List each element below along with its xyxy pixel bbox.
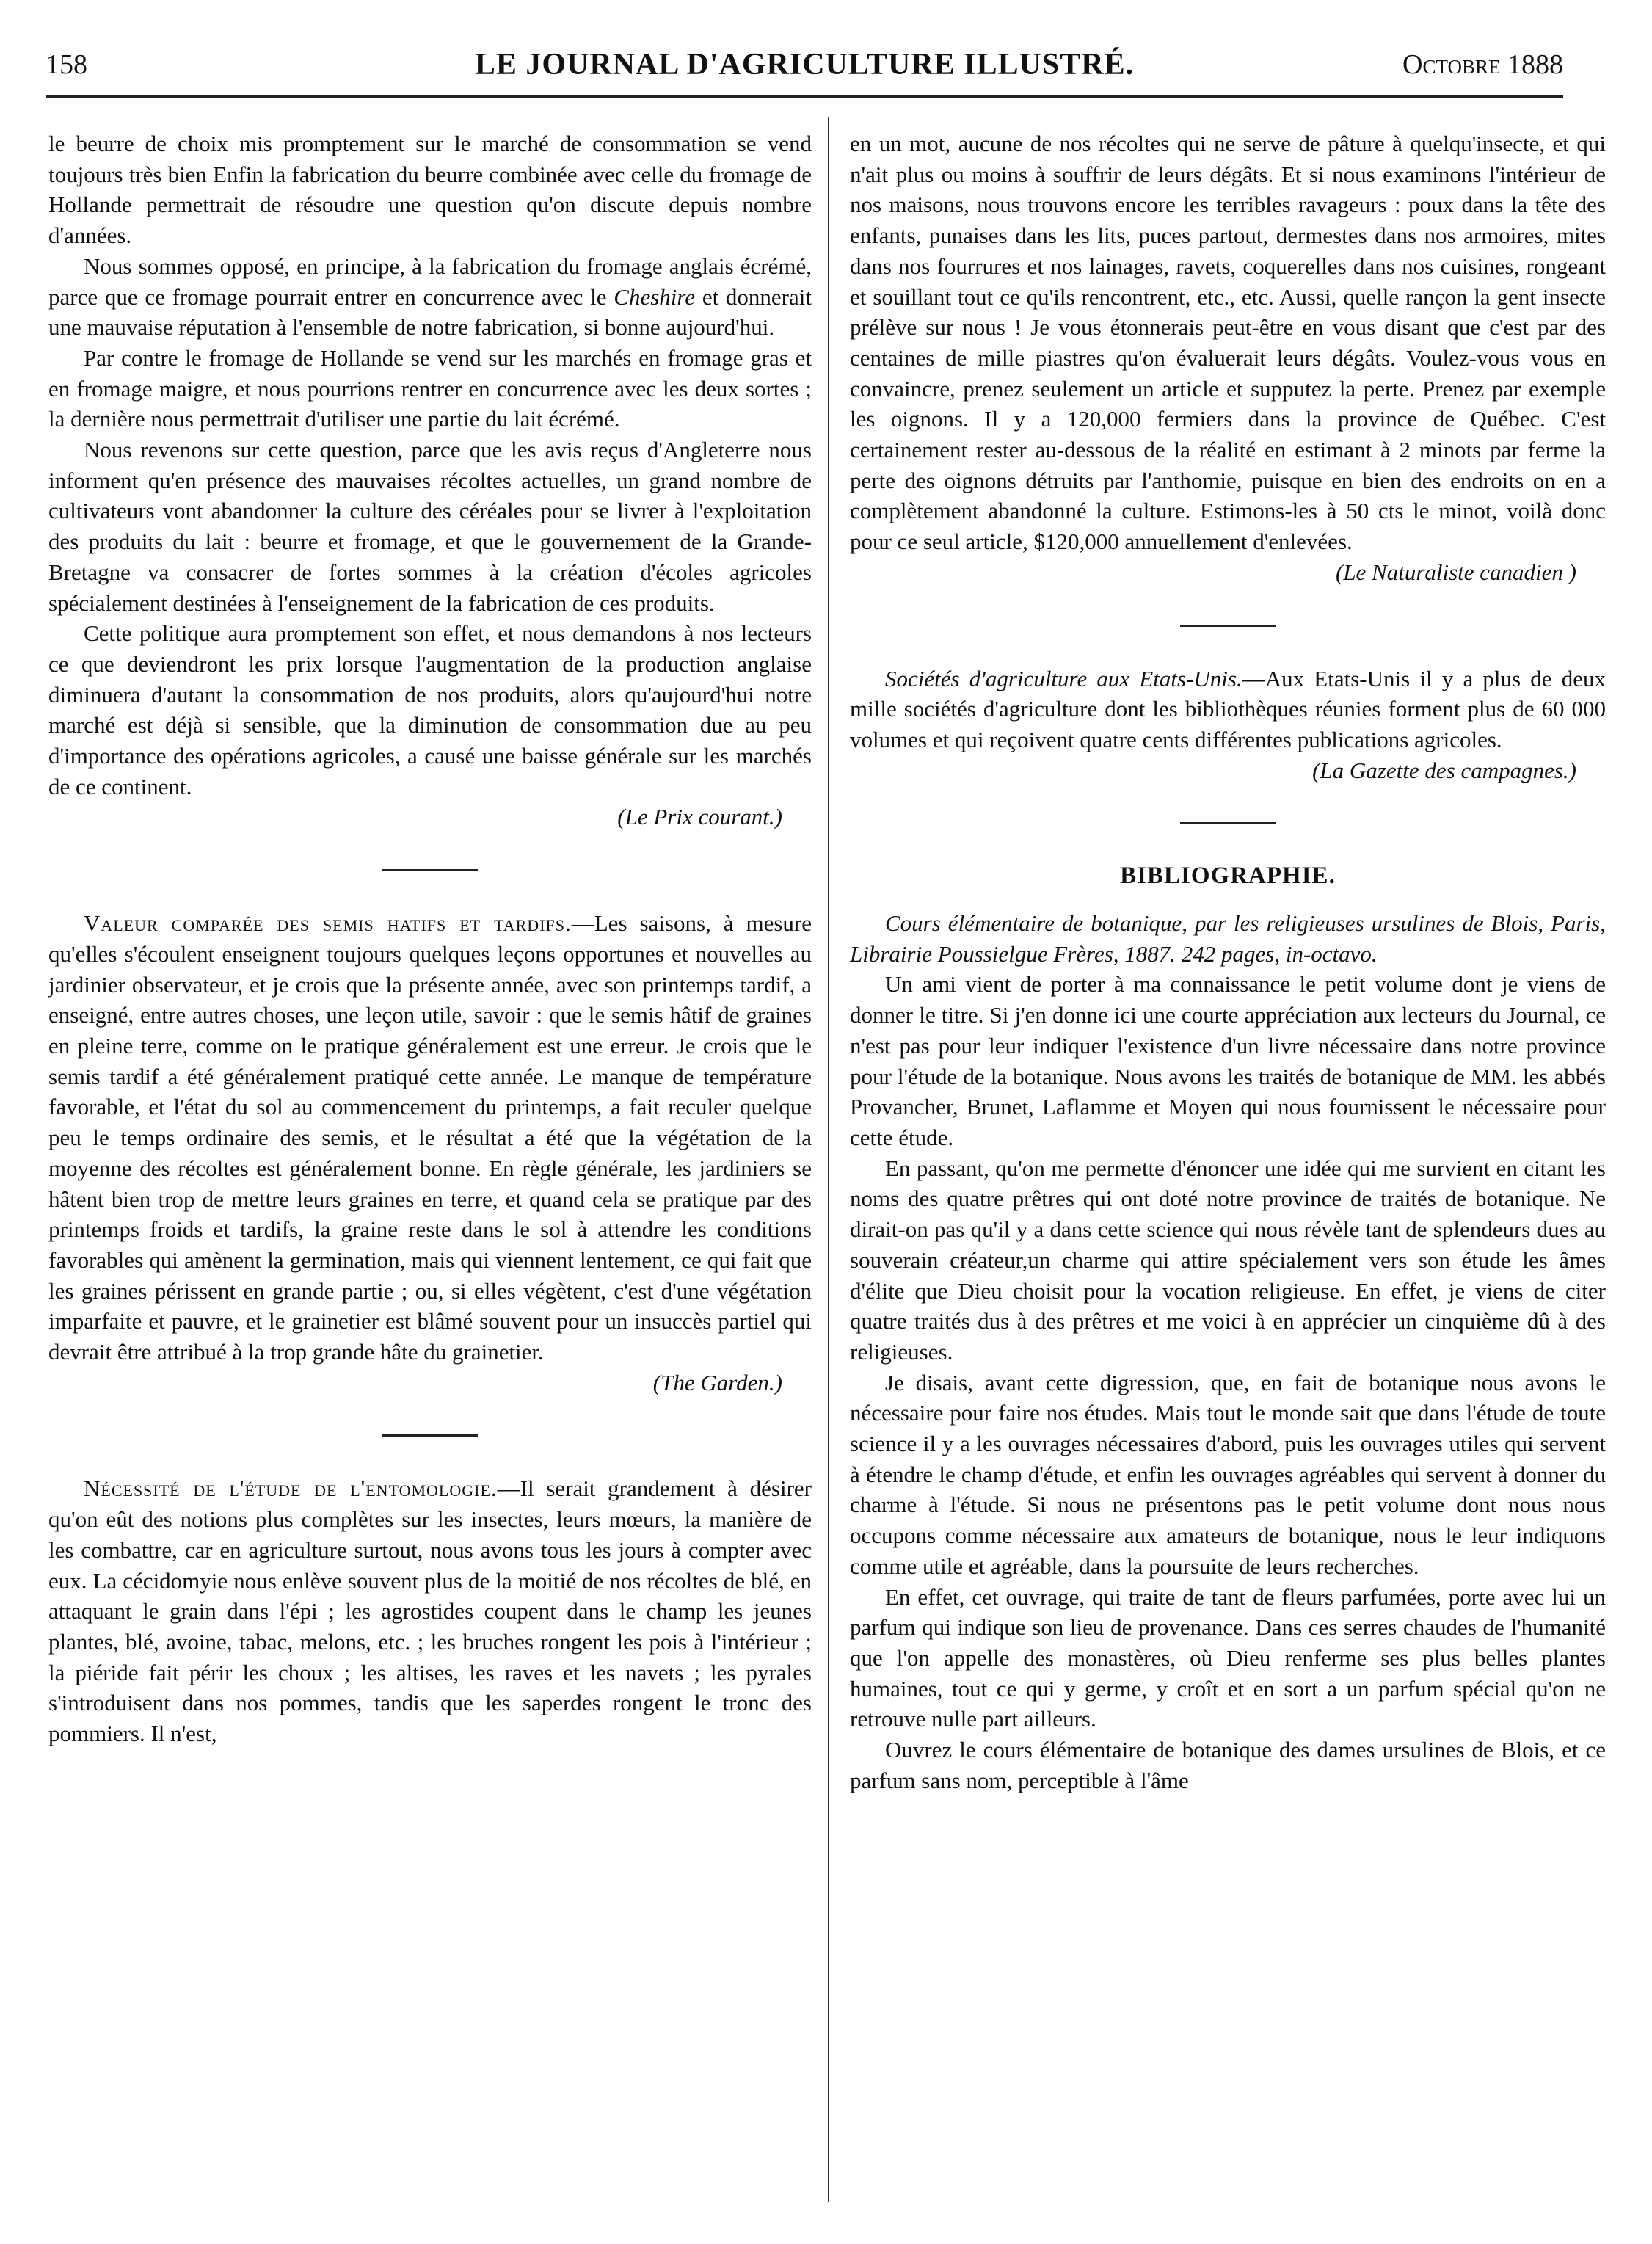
source-citation: (Le Prix courant.)	[617, 804, 782, 830]
paragraph: En effet, cet ouvrage, qui traite de tant de fleurs parfumées, porte avec lui un parfum qui indique son lieu de provenance. Dans ces serres chaudes de l'humanité que l'on appelle des monastères, où Dieu renferme ses plus belles plantes humaines, tout ce qui y germe, y croît et en sort a un parfum spécial qu'on ne retrouve nulle part ailleurs.	[850, 1583, 1606, 1732]
paragraph: en un mot, aucune de nos récoltes qui ne serve de pâture à quelqu'insecte, et qui n'ait plus ou moins à souffrir de leurs dégâts. Et si nous examinons l'intérieur de nos maisons, nous trouvons encore les terribles ravageurs : poux dans la tête des enfants, punaises dans les lits, puces partout, dermestes dans nos armoires, mites dans nos fourrures et nos lainages, ravets, coquerelles dans nos cuisines, rongeant et souillant tout ce qu'ils rencontrent, etc., etc. Aussi, quelle rançon la gent insecte prélève sur nous ! Je vous étonnerais peut-être en vous disant que c'est par des centaines de mille piastres qu'on évaluerait leurs dégâts. Voulez-vous vous en convaincre, prenez seulement un article et supputez la perte. Prenez par exemple les oignons. Il y a 120,000 fermiers dans la province de Québec. C'est certainement rester au-dessous de la réalité en estimant à 2 minots par ferme la perte des oignons détruits par l'anthomie, puisque en bien des endroits on en a complètement abandonné la culture. Estimons-les à 50 cts le minot, voilà donc pour ce seul article, $120,000 annuellement d'enlevées.	[850, 131, 1606, 555]
paragraph: En passant, qu'on me permette d'énoncer une idée qui me survient en citant les noms des quatre prêtres qui ont doté notre province de traités de botanique. Ne dirait-on pas qu'il y a dans cette science qui nous révèle tant de splendeurs dues au souverain créateur,un charme qui attire spécialement vers son étude les âmes d'élite que Dieu choisit pour la vocation religieuse. En effet, je viens de citer quatre traités dus à des prêtres et me voici à en apprécier un cinquième dû à des religieuses.	[850, 1155, 1606, 1365]
paragraph: Par contre le fromage de Hollande se vend sur les marchés en fromage gras et en fromage maigre, et nous pourrions rentrer en concurrence avec les deux sortes ; la dernière nous permettrait d'utiliser une partie du lait écrémé.	[48, 344, 812, 432]
section-separator	[382, 869, 478, 871]
section-separator	[1180, 625, 1276, 627]
paragraph: Nous revenons sur cette question, parce que les avis reçus d'Angleterre nous informent qu'en présence des mauvaises récoltes actuelles, un grand nombre de cultivateurs vont abandonner la culture des céréales pour se livrer à l'exploitation des produits du lait : beurre et fromage, et que le gouvernement de la Grande-Bretagne va consacrer de fortes sommes à la création d'écoles agricoles spécialement destinées à l'enseignement de la fabrication de ces produits.	[48, 437, 812, 616]
article-heading: Valeur comparée des semis hatifs et tardifs.	[84, 910, 572, 937]
article-semis: Valeur comparée des semis hatifs et tardifs.—Les saisons, à mesure qu'elles s'écoulent enseignent toujours quelques leçons opportunes et nouvelles au jardinier observateur, et je crois que la présente année, avec son printemps tardif, a enseigné, entre autres choses, une leçon utile, savoir : que le semis hâtif de graines en pleine terre, comme on le pratique généralement est une erreur. Je crois que le semis tardif a été généralement pratiqué cette année. Le manque de température favorable, et l'état du sol au commencement du printemps, a fait reculer quelque peu le temps ordinaire des semis, et le résultat a été que la végétation de la moyenne des récoltes est généralement bonne. En règle générale, les jardiniers se hâtent bien trop de mettre leurs graines en terre, et quand cela se pratique par des printemps froids et tardifs, la graine reste dans le sol à attendre les conditions favorables qui amènent la germination, mais qui viennent lentement, ce qui fait que les graines périssent en grande partie ; ou, si elles végètent, c'est d'une végétation imparfaite et pauvre, et le grainetier est blâmé souvent pour un insuccès partiel qui devrait être attribué à la trop grande hâte du grainetier.	[48, 910, 812, 1365]
paragraph: Je disais, avant cette digression, que, en fait de botanique nous avons le nécessaire pour faire nos études. Mais tout le monde sait que dans l'étude de toute science il y a les ouvrages nécessaires d'abord, puis les ouvrages utiles qui servent à étendre le champ d'étude, et enfin les ouvrages agréables qui servent à donner du charme à l'étude. Si nous ne présentons pas le petit volume dont nous nous occupons comme nécessaire aux amateurs de botanique, nous le leur indiquons comme utile et agréable, dans la poursuite de leurs recherches.	[850, 1369, 1606, 1579]
right-column	[850, 128, 1606, 1795]
source-citation: (La Gazette des campagnes.)	[1312, 757, 1576, 783]
source-citation: (Le Naturaliste canadien )	[1335, 559, 1576, 585]
page-header	[46, 43, 1563, 87]
article-heading: Sociétés d'agriculture aux Etats-Unis.	[885, 665, 1242, 691]
paragraph: Nous sommes opposé, en principe, à la fabrication du fromage anglais écrémé, parce que ce fromage pourrait entrer en concurrence avec le Cheshire et donnerait une mauvaise réputation à l'ensemble de notre fabrication, si bonne aujourd'hui.	[48, 253, 812, 341]
left-column	[48, 128, 812, 1749]
article-heading: Nécessité de l'étude de l'entomologie.	[84, 1475, 498, 1502]
column-divider	[828, 117, 829, 2202]
article-societes: Sociétés d'agriculture aux Etats-Unis.—Aux Etats-Unis il y a plus de deux mille sociétés d'agriculture dont les bibliothèques réunies forment plus de 60 000 volumes et qui reçoivent quatre cents différentes publications agricoles.	[850, 665, 1606, 752]
page-number: 158	[46, 49, 87, 80]
paragraph: Un ami vient de porter à ma connaissance le petit volume dont je viens de donner le titre. Si j'en donne ici une courte appréciation aux lecteurs du Journal, ce n'est pas pour leur indiquer l'existence d'un livre nécessaire dans notre province pour l'étude de la botanique. Nous avons les traités de botanique de MM. les abbés Provancher, Brunet, Laflamme et Moyen qui nous fournissent le nécessaire pour cette étude.	[850, 971, 1606, 1150]
source-citation: (The Garden.)	[652, 1369, 782, 1395]
journal-title: LE JOURNAL D'AGRICULTURE ILLUSTRÉ.	[474, 48, 1135, 81]
section-separator	[382, 1434, 478, 1437]
header-rule	[46, 95, 1563, 98]
paragraph: le beurre de choix mis promptement sur le marché de consommation se vend toujours très bien Enfin la fabrication du beurre combinée avec celle du fromage de Hollande permettrait de résoudre une question qu'on discute depuis nombre d'années.	[48, 131, 812, 249]
paragraph: Cette politique aura promptement son effet, et nous demandons à nos lecteurs ce que deviendront les prix lorsque l'augmentation de la production anglaise diminuera d'autant la consommation de nos produits, alors qu'aujourd'hui notre marché est déjà si sensible, que la diminution de consommation due au peu d'importance des opérations agricoles, a causé une baisse générale sur les marchés de ce continent.	[48, 620, 812, 799]
paragraph: Ouvrez le cours élémentaire de botanique des dames ursulines de Blois, et ce parfum sans nom, perceptible à l'âme	[850, 1737, 1606, 1793]
issue-date: Octobre 1888	[1402, 49, 1563, 80]
article-entomologie: Nécessité de l'étude de l'entomologie.—Il serait grandement à désirer qu'on eût des notions plus complètes sur les insectes, leurs mœurs, la manière de les combattre, car en agriculture surtout, nous avons tous les jours à compter avec eux. La cécidomyie nous enlève souvent plus de la moitié de nos récoltes de blé, en attaquant le grain dans l'épi ; les agrostides coupent dans le champ les jeunes plantes, blé, avoine, tabac, melons, etc. ; les bruches rongent les pois à l'intérieur ; la piéride fait périr les choux ; les altises, les raves et les navets ; les pyrales s'introduisent dans nos pommes, tandis que les saperdes rongent le tronc des pommiers. Il n'est,	[48, 1475, 812, 1747]
section-separator	[1180, 822, 1276, 824]
bibliography-title: BIBLIOGRAPHIE.	[1120, 863, 1336, 890]
book-reference: Cours élémentaire de botanique, par les religieuses ursulines de Blois, Paris, Librairie Poussielgue Frères, 1887. 242 pages, in-octavo.	[850, 910, 1606, 967]
